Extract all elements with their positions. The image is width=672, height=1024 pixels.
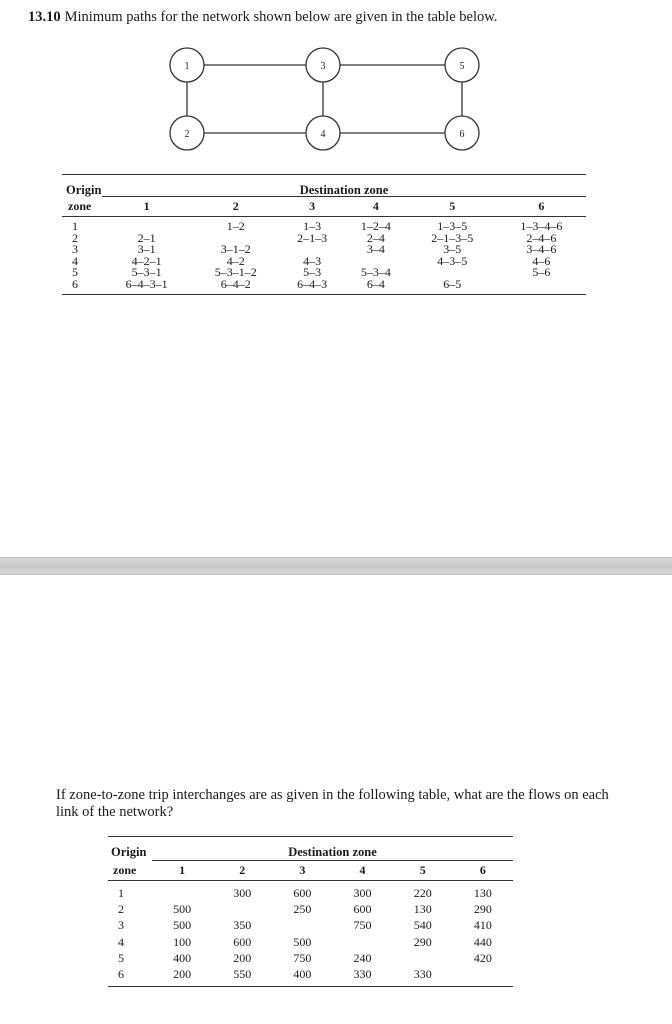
- table-cell: 290: [473, 902, 492, 917]
- table-cell: 3–5: [443, 242, 462, 256]
- table-cell: 600: [293, 886, 312, 900]
- col-header-4: 4: [359, 863, 366, 878]
- table-cell: 250: [293, 902, 312, 917]
- table-cell: 600: [233, 934, 252, 949]
- table-cell: 500: [173, 918, 192, 933]
- table-cell: 2–1–3: [297, 230, 328, 245]
- table-row: [108, 917, 513, 933]
- table-cell: 750: [293, 950, 312, 965]
- origin-cell: 3: [118, 918, 124, 933]
- origin-cell: 2: [118, 902, 124, 917]
- origin-cell: 1: [118, 886, 124, 900]
- table-cell: 4–2: [226, 253, 245, 268]
- table-cell: 330: [413, 967, 432, 982]
- node-label-3: 3: [320, 61, 326, 72]
- table-cell: 500: [293, 934, 312, 949]
- table-cell: 3–1: [137, 242, 156, 256]
- node-label-6: 6: [459, 129, 465, 140]
- table-cell: 5–3: [303, 265, 322, 279]
- node-label-5: 5: [459, 61, 465, 72]
- table-cell: 200: [233, 950, 252, 965]
- table-cell: 4–2–1: [131, 253, 162, 268]
- trip-interchange-table: [108, 836, 513, 987]
- problem-number: 13.10: [28, 9, 61, 25]
- table-cell: [272, 917, 332, 933]
- origin-cell: 2: [72, 230, 78, 245]
- col-header-2: 2: [232, 198, 239, 213]
- table-cell: 5–3–1: [131, 265, 162, 279]
- zone-header: zone: [68, 198, 92, 213]
- origin-cell: 4: [118, 934, 124, 949]
- origin-cell: 5: [72, 265, 78, 279]
- table-cell: 6–5: [443, 276, 462, 291]
- table-cell: 3–1–2: [220, 242, 251, 256]
- table-cell: 1–2: [226, 219, 245, 233]
- col-header-1: 1: [179, 863, 186, 878]
- table-cell: 420: [473, 950, 492, 965]
- table-row: [108, 901, 513, 917]
- table-cell: 3–4–6: [526, 242, 557, 256]
- table-cell: 5–3–4: [360, 265, 391, 279]
- origin-header: Origin: [111, 845, 147, 860]
- table-row: [108, 934, 513, 950]
- table-row: [108, 881, 513, 902]
- table-cell: 2–1–3–5: [431, 230, 474, 245]
- table-cell: 6–4: [366, 276, 385, 291]
- col-header-3: 3: [309, 198, 316, 213]
- origin-cell: 1: [72, 219, 78, 233]
- table-cell: 400: [293, 967, 312, 982]
- col-header-5: 5: [449, 198, 456, 213]
- node-label-1: 1: [184, 61, 190, 72]
- col-header-5: 5: [419, 863, 426, 878]
- table-cell: [453, 966, 513, 987]
- table-cell: 600: [353, 902, 372, 917]
- minimum-paths-table: [62, 174, 586, 295]
- table-cell: 350: [233, 918, 252, 933]
- problem-heading: [28, 9, 497, 26]
- table-cell: 2–1: [137, 230, 156, 245]
- table-cell: [497, 279, 586, 295]
- table-cell: 100: [173, 934, 192, 949]
- table-cell: 6–4–3–1: [125, 276, 168, 291]
- table-cell: [332, 934, 392, 950]
- table-cell: 2–4: [366, 230, 385, 245]
- table-cell: 1–2–4: [360, 219, 391, 233]
- table-cell: [152, 881, 212, 902]
- table-cell: 300: [233, 886, 252, 900]
- node-label-4: 4: [320, 129, 326, 140]
- trips-body: [108, 881, 513, 987]
- table-cell: 400: [173, 950, 192, 965]
- destination-header: Destination zone: [102, 175, 586, 197]
- table-cell: 4–6: [532, 253, 551, 268]
- table-cell: 6–4–3: [297, 276, 328, 291]
- origin-cell: 6: [72, 276, 78, 291]
- col-header-3: 3: [299, 863, 306, 878]
- origin-cell: 5: [118, 950, 124, 965]
- question-text: If zone-to-zone trip interchanges are as given in the following table, what are the flows on each link of the network?: [56, 787, 609, 820]
- table-cell: 1–3: [303, 219, 322, 233]
- problem-statement: Minimum paths for the network shown below are given in the table below.: [64, 9, 498, 25]
- table-cell: [212, 901, 272, 917]
- origin-header: Origin: [66, 183, 102, 197]
- origin-cell: 3: [72, 242, 78, 256]
- table-cell: 330: [353, 967, 372, 982]
- table-cell: 410: [473, 918, 492, 933]
- table-cell: 130: [473, 886, 492, 900]
- table-cell: 300: [353, 886, 372, 900]
- col-header-6: 6: [538, 198, 545, 213]
- zone-header: zone: [113, 863, 137, 878]
- table-row: [108, 950, 513, 966]
- table-cell: [393, 950, 453, 966]
- table-cell: 550: [233, 967, 252, 982]
- table-row: [108, 966, 513, 987]
- table-cell: 1–3–4–6: [520, 219, 563, 233]
- table-cell: 240: [353, 950, 372, 965]
- table-cell: 2–4–6: [526, 230, 557, 245]
- table-cell: 3–4: [366, 242, 385, 256]
- col-header-2: 2: [239, 863, 246, 878]
- table-row: [62, 279, 586, 295]
- table-cell: 500: [173, 902, 192, 917]
- destination-header: Destination zone: [152, 837, 513, 861]
- table-cell: 290: [413, 934, 432, 949]
- col-header-6: 6: [479, 863, 486, 878]
- table-cell: 750: [353, 918, 372, 933]
- table-cell: 6–4–2: [220, 276, 251, 291]
- page-divider: [0, 557, 672, 575]
- table-cell: 4–3: [303, 253, 322, 268]
- network-diagram: [0, 40, 672, 160]
- paths-body: [62, 217, 586, 295]
- origin-cell: 4: [72, 253, 78, 268]
- table-cell: 5–6: [532, 265, 551, 279]
- col-header-1: 1: [143, 198, 150, 213]
- table-cell: 540: [413, 918, 432, 933]
- table-cell: 4–3–5: [437, 253, 468, 268]
- table-cell: 130: [413, 902, 432, 917]
- col-header-4: 4: [372, 198, 379, 213]
- table-cell: 5–3–1–2: [214, 265, 257, 279]
- table-cell: 220: [413, 886, 432, 900]
- node-label-2: 2: [184, 129, 190, 140]
- table-cell: 1–3–5: [437, 219, 468, 233]
- table-cell: 200: [173, 967, 192, 982]
- table-cell: 440: [473, 934, 492, 949]
- origin-cell: 6: [118, 967, 124, 982]
